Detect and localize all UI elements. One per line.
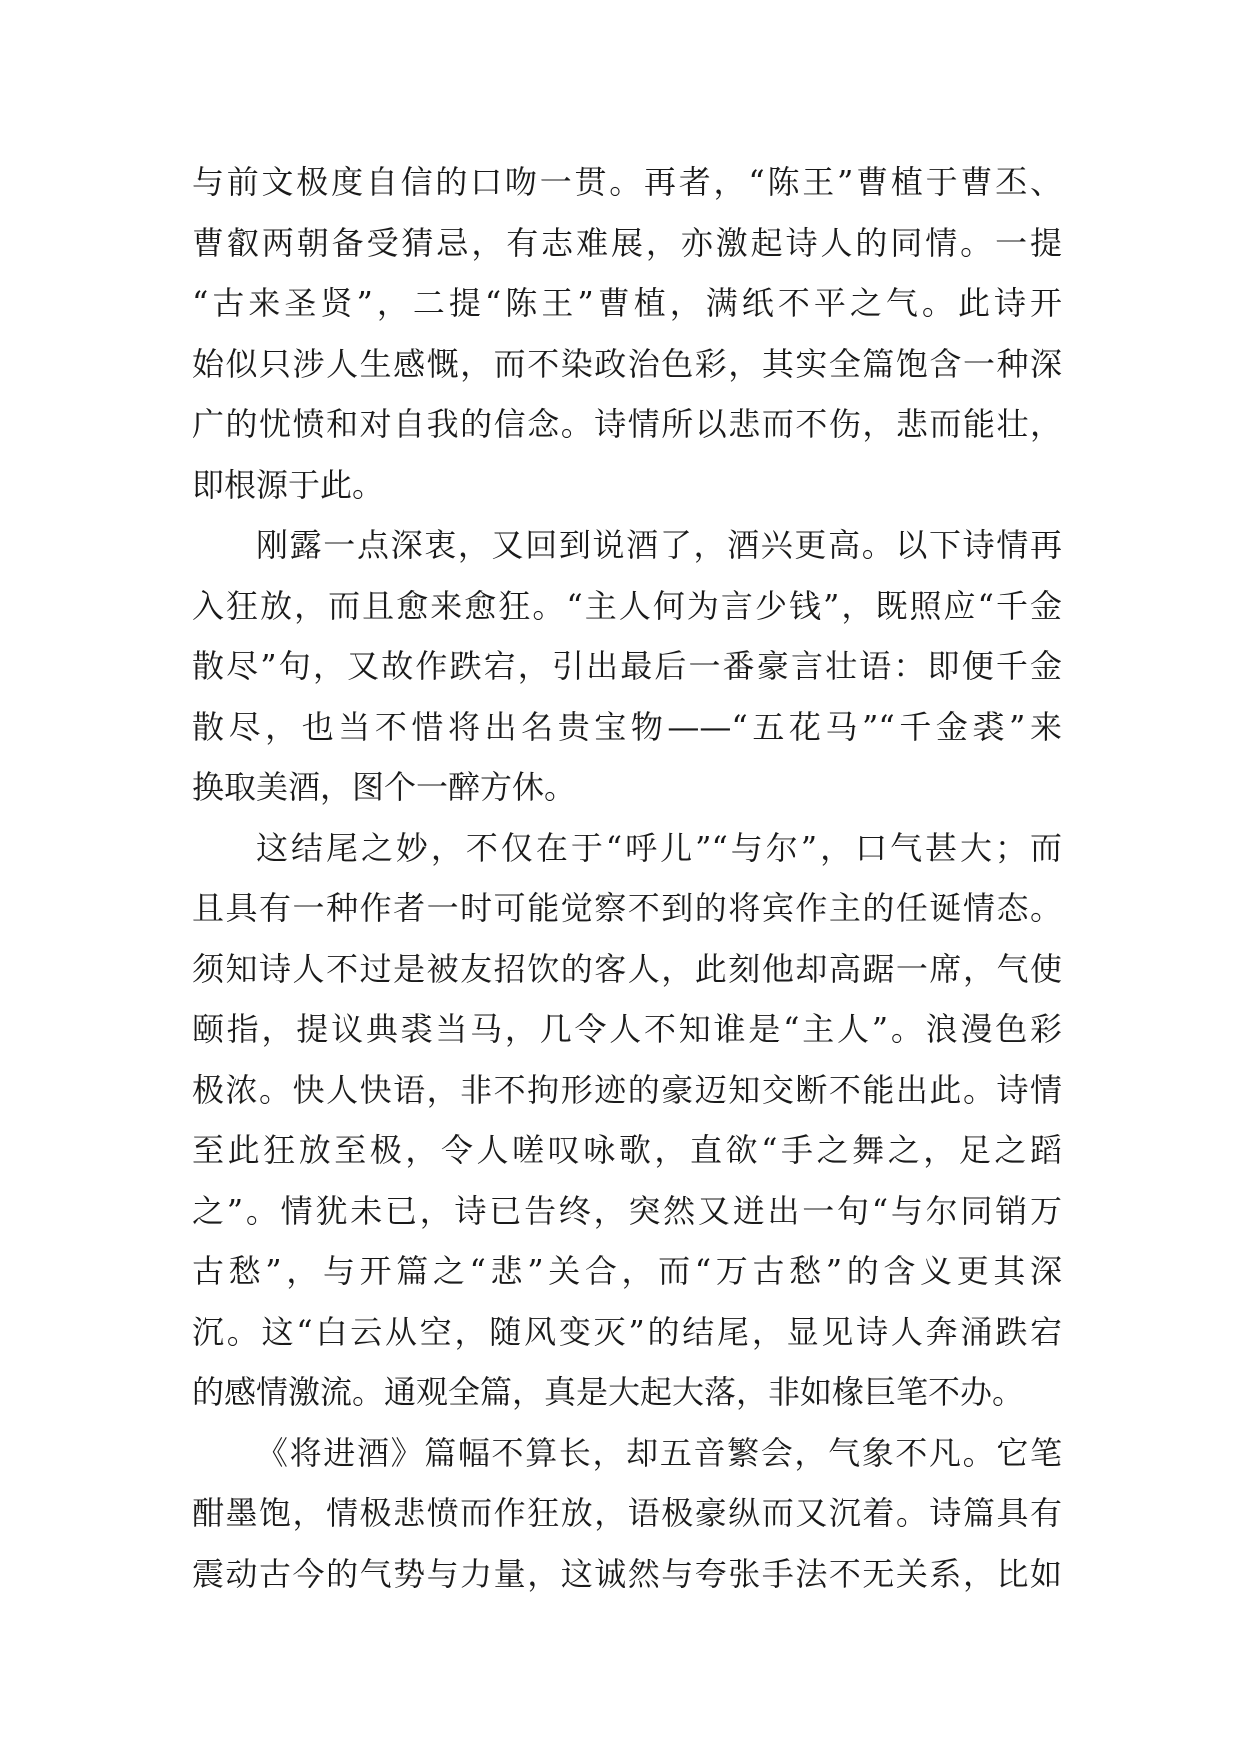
text-line: 始似只涉人生感慨，而不染政治色彩，其实全篇饱含一种深 bbox=[192, 344, 1062, 383]
text-line: 曹叡两朝备受猜忌，有志难展，亦激起诗人的同情。一提 bbox=[192, 223, 1062, 262]
text-line: 散尽，也当不惜将出名贵宝物——“五花马”“千金裘”来 bbox=[192, 707, 1062, 746]
text-line: 的感情激流。通观全篇，真是大起大落，非如椽巨笔不办。 bbox=[192, 1373, 1025, 1411]
text-line: 至此狂放至极，令人嗟叹咏歌，直欲“手之舞之，足之蹈 bbox=[192, 1131, 1062, 1169]
text-line: 古愁”，与开篇之“悲”关合，而“万古愁”的含义更其深 bbox=[192, 1252, 1062, 1290]
text-line: 入狂放，而且愈来愈狂。“主人何为言少钱”，既照应“千金 bbox=[192, 586, 1062, 625]
text-line: 沉。这“白云从空，随风变灭”的结尾，显见诗人奔涌跌宕 bbox=[192, 1312, 1062, 1351]
text-line: 换取美酒，图个一醉方休。 bbox=[192, 768, 577, 806]
text-line: “古来圣贤”，二提“陈王”曹植，满纸不平之气。此诗开 bbox=[192, 284, 1062, 322]
text-line: 极浓。快人快语，非不拘形迹的豪迈知交断不能出此。诗情 bbox=[192, 1070, 1062, 1109]
text-line: 之”。情犹未已，诗已告终，突然又迸出一句“与尔同销万 bbox=[192, 1191, 1062, 1230]
text-line: 与前文极度自信的口吻一贯。再者，“陈王”曹植于曹丕、 bbox=[192, 163, 1062, 201]
text-line: 须知诗人不过是被友招饮的客人，此刻他却高踞一席，气使 bbox=[192, 949, 1062, 988]
paragraph-2 bbox=[192, 515, 1062, 818]
paragraph-1 bbox=[192, 152, 1062, 515]
text-line: 即根源于此。 bbox=[192, 465, 385, 504]
text-line: 《将进酒》篇幅不算长，却五音繁会，气象不凡。它笔 bbox=[256, 1433, 1062, 1472]
text-line: 酣墨饱，情极悲愤而作狂放，语极豪纵而又沉着。诗篇具有 bbox=[192, 1494, 1062, 1532]
paragraph-3 bbox=[192, 818, 1062, 1423]
text-line: 散尽”句，又故作跌宕，引出最后一番豪言壮语：即便千金 bbox=[192, 647, 1062, 685]
paragraph-4 bbox=[192, 1423, 1062, 1605]
text-line: 刚露一点深衷，又回到说酒了，酒兴更高。以下诗情再 bbox=[256, 526, 1062, 564]
article-body bbox=[192, 152, 1062, 1604]
text-line: 广的忧愤和对自我的信念。诗情所以悲而不伤，悲而能壮， bbox=[192, 405, 1062, 443]
text-line: 震动古今的气势与力量，这诚然与夸张手法不无关系，比如 bbox=[192, 1554, 1062, 1593]
text-line: 这结尾之妙，不仅在于“呼儿”“与尔”，口气甚大；而 bbox=[256, 828, 1062, 867]
text-line: 颐指，提议典裘当马，几令人不知谁是“主人”。浪漫色彩 bbox=[192, 1010, 1062, 1048]
text-line: 且具有一种作者一时可能觉察不到的将宾作主的任诞情态。 bbox=[192, 889, 1062, 927]
